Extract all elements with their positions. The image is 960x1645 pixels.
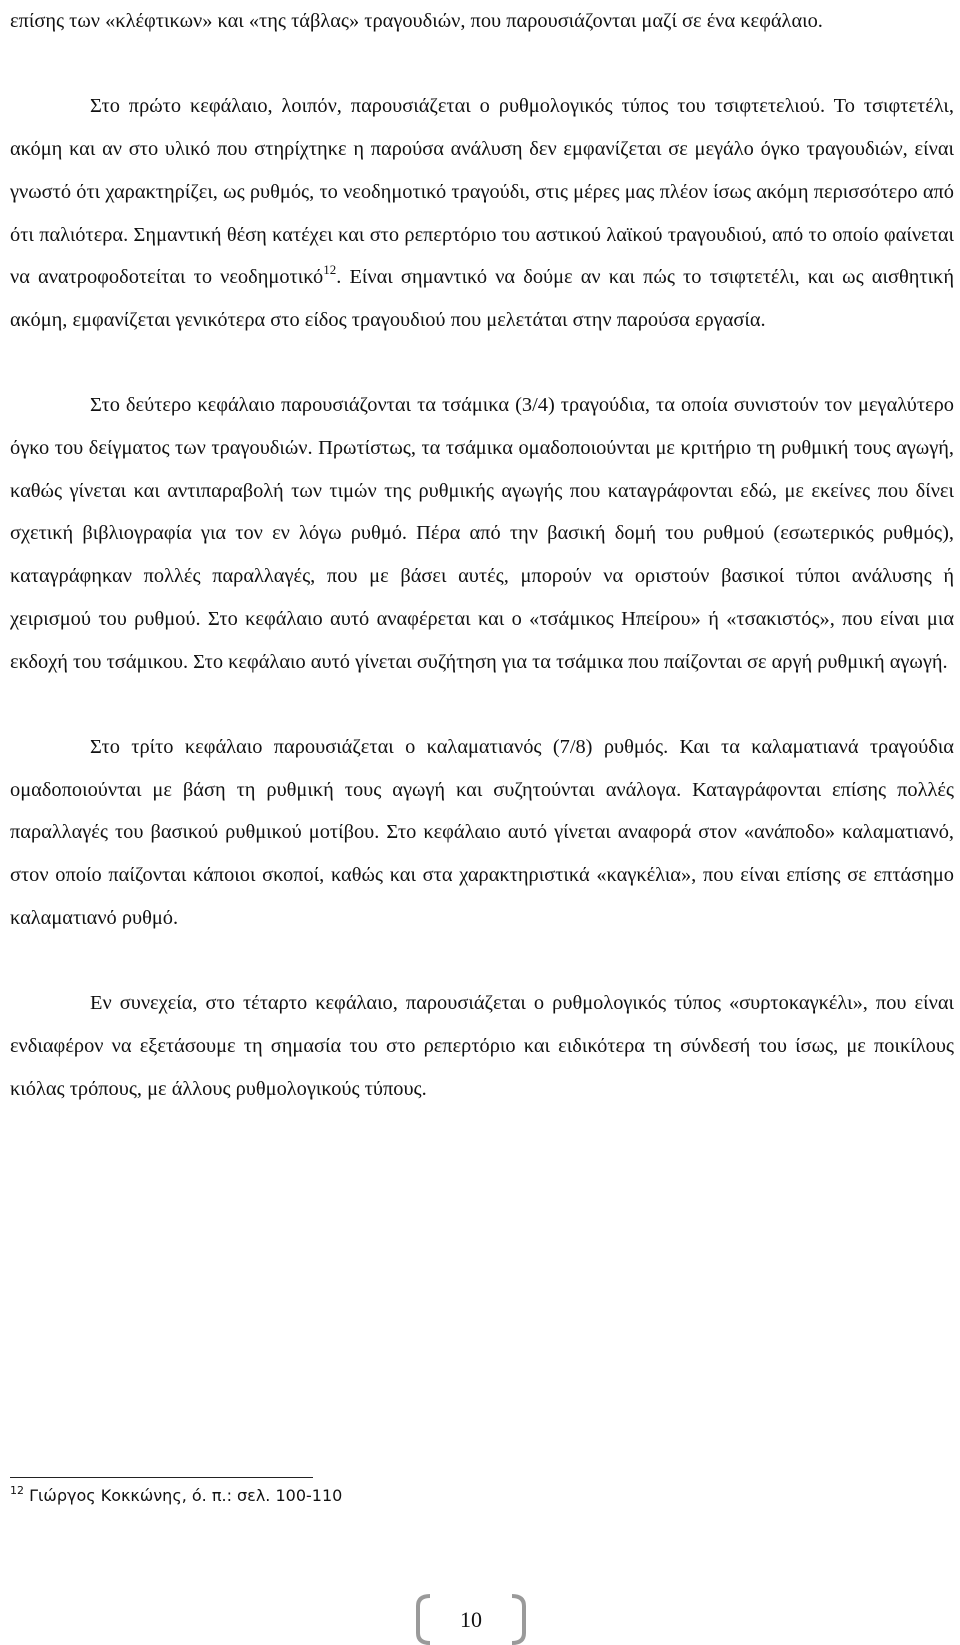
footnote-text: Γιώργος Κοκκώνης, ό. π.: σελ. 100-110 — [24, 1486, 343, 1505]
paragraph-1: επίσης των «κλέφτικων» και «της τάβλας» τραγουδιών, που παρουσιάζονται μαζί σε ένα κεφάλαιο. — [10, 10, 823, 32]
paragraph-2-text: Στο πρώτο κεφάλαιο, λοιπόν, παρουσιάζεται ο ρυθμολογικός τύπος του τσιφτετελιού. Το τσιφτετέλι, ακόμη και αν στο υλικό που στηρίχτηκε η παρούσα ανάλυση δεν εμφανίζεται σε μεγάλο όγκο τραγουδιών, είναι γνωστό ότι χαρακτηρίζει, ως ρυθμός, το νεοδημοτικό τραγούδι, στις μέρες μας πλέον ίσως ακόμη περισσότερο από ότι παλιότερα. Σημαντική θέση κατέχει και στο ρεπερτόριο του αστικού λαϊκού τραγουδιού, από το οποίο φαίνεται να ανατροφοδοτείται το νεοδημοτικό — [10, 95, 954, 289]
paragraph-2-tail: . Είναι σημαντικό να δούμε αν και πώς το τσιφτετέλι, και ως αισθητική ακόμη, εμφανίζεται γενικότερα στο είδος τραγουδιού που μελετάται στην παρούσα εργασία. — [10, 266, 954, 331]
body-text — [10, 0, 954, 1110]
paragraph-2 — [10, 85, 954, 341]
footnote-number: 12 — [10, 1484, 24, 1497]
footnote — [10, 1484, 342, 1508]
footnote-reference[interactable]: 12 — [323, 262, 337, 278]
paragraph-5: Εν συνεχεία, στο τέταρτο κεφάλαιο, παρουσιάζεται ο ρυθμολογικός τύπος «συρτοκαγκέλι», που είναι ενδιαφέρον να εξετάσουμε τη σημασία του στο ρεπερτόριο και ειδικότερα τη σύνδεσή του ίσως, με ποικίλους κιόλας τρόπους, με άλλους ρυθμολογικούς τύπους. — [10, 992, 954, 1100]
footnote-separator — [10, 1477, 313, 1478]
paragraph-4: Στο τρίτο κεφάλαιο παρουσιάζεται ο καλαματιανός (7/8) ρυθμός. Και τα καλαματιανά τραγούδια ομαδοποιούνται με βάση τη ρυθμική τους αγωγή και συζητούνται ανάλογα. Καταγράφονται επίσης πολλές παραλλαγές του βασικού ρυθμικού μοτίβου. Στο κεφάλαιο αυτό γίνεται αναφορά στον «ανάποδο» καλαματιανό, στον οποίο παίζονται κάποιοι σκοποί, καθώς και στα χαρακτηριστικά «καγκέλια», που είναι επίσης σε επτάσημο καλαματιανό ρυθμό. — [10, 735, 954, 929]
page-number: 10 — [460, 1607, 482, 1632]
page-number-frame — [414, 1594, 528, 1645]
paragraph-3: Στο δεύτερο κεφάλαιο παρουσιάζονται τα τσάμικα (3/4) τραγούδια, τα οποία συνιστούν τον μεγαλύτερο όγκο του δείγματος των τραγουδιών. Πρωτίστως, τα τσάμικα ομαδοποιούνται με κριτήριο τη ρυθμική τους αγωγή, καθώς γίνεται και αντιπαραβολή των τιμών της ρυθμικής αγωγής που καταγράφονται εδώ, με εκείνες που δίνει σχετική βιβλιογραφία για τον εν λόγω ρυθμό. Πέρα από την βασική δομή του ρυθμού (εσωτερικός ρυθμός), καταγράφηκαν πολλές παραλλαγές, που με βάσει αυτές, μπορούν να οριστούν βασικοί τύποι ανάλυσης ή χειρισμού του ρυθμού. Στο κεφάλαιο αυτό αναφέρεται και ο «τσάμικος Ηπείρου» ή «τσακιστός», που είναι μια εκδοχή του τσάμικου. Στο κεφάλαιο αυτό γίνεται συζήτηση για τα τσάμικα που παίζονται σε αργή ρυθμική αγωγή. — [10, 394, 954, 673]
